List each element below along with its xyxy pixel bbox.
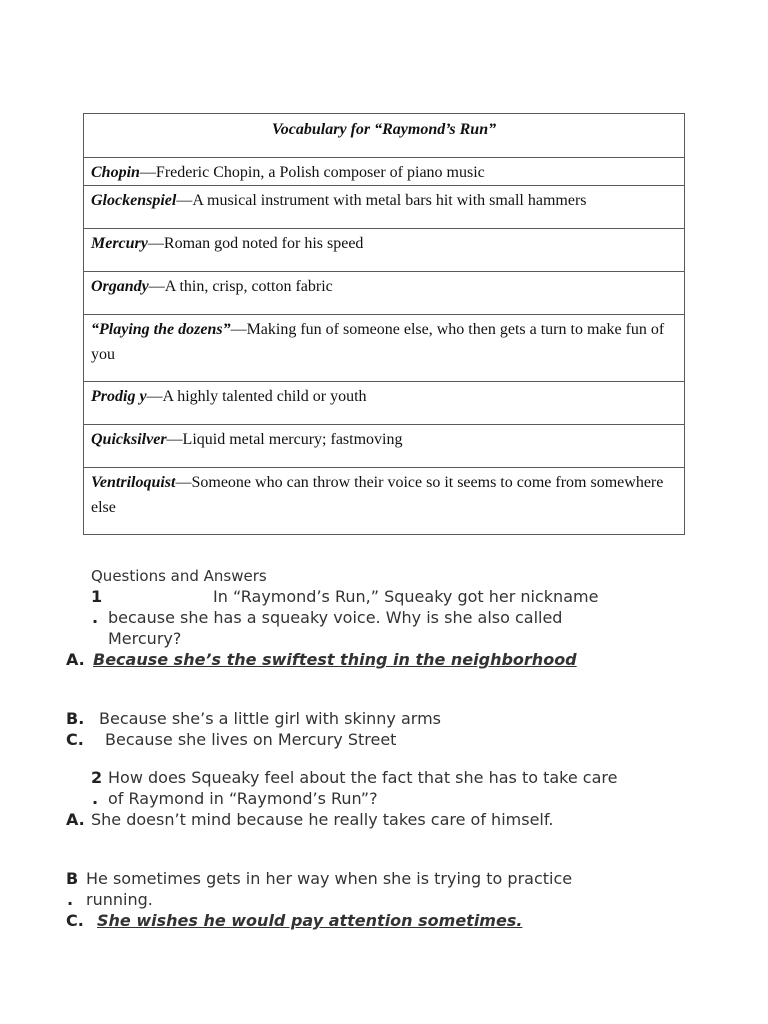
vocab-definition: —A musical instrument with metal bars hit with small hammers bbox=[176, 192, 587, 209]
question-number-dot: . bbox=[92, 608, 99, 627]
vocab-term: Chopin bbox=[91, 164, 140, 181]
vocab-entry bbox=[84, 468, 685, 535]
question-number: 2 bbox=[91, 768, 103, 787]
answer-option: running. bbox=[86, 890, 153, 909]
vocab-definition: —Frederic Chopin, a Polish composer of piano music bbox=[139, 164, 485, 181]
vocabulary-title: Vocabulary for “Raymond’s Run” bbox=[84, 114, 685, 158]
answer-option: Because she lives on Mercury Street bbox=[105, 730, 397, 749]
vocab-entry bbox=[84, 272, 685, 315]
answer-letter-dot: . bbox=[67, 890, 74, 909]
vocab-term: Mercury bbox=[91, 235, 148, 252]
question-text: Mercury? bbox=[108, 629, 182, 648]
answer-option: She doesn’t mind because he really takes care of himself. bbox=[91, 810, 554, 829]
vocab-term: Ventriloquist bbox=[91, 474, 176, 491]
vocab-entry bbox=[84, 382, 685, 425]
answer-letter: C. bbox=[66, 730, 84, 749]
answer-option: He sometimes gets in her way when she is trying to practice bbox=[86, 869, 573, 888]
vocab-entry bbox=[84, 425, 685, 468]
vocab-entry bbox=[84, 315, 685, 382]
question-number: 1 bbox=[91, 587, 103, 606]
vocab-entry bbox=[84, 229, 685, 272]
answer-letter: B. bbox=[66, 709, 85, 728]
answer-letter: A. bbox=[66, 810, 85, 829]
question-text: In “Raymond’s Run,” Squeaky got her nickname bbox=[213, 587, 599, 606]
answer-option-correct: She wishes he would pay attention sometimes. bbox=[97, 911, 523, 930]
vocab-definition: —Making fun of someone else, who then gets a turn to make fun of you bbox=[91, 321, 665, 363]
vocabulary-table bbox=[83, 113, 685, 535]
question-text: How does Squeaky feel about the fact that she has to take care bbox=[108, 768, 618, 787]
question-text: because she has a squeaky voice. Why is she also called bbox=[108, 608, 563, 627]
vocab-definition: —A highly talented child or youth bbox=[146, 388, 367, 405]
answer-letter: C. bbox=[66, 911, 84, 930]
vocab-term: Organdy bbox=[91, 278, 149, 295]
vocab-definition: —Liquid metal mercury; fastmoving bbox=[166, 431, 403, 448]
vocab-definition: —Someone who can throw their voice so it seems to come from somewhere else bbox=[91, 474, 664, 516]
question-text: of Raymond in “Raymond’s Run”? bbox=[108, 789, 378, 808]
vocab-term: Prodig y bbox=[91, 388, 147, 405]
vocab-definition: —A thin, crisp, cotton fabric bbox=[148, 278, 333, 295]
vocab-entry bbox=[84, 186, 685, 229]
questions-heading: Questions and Answers bbox=[91, 567, 267, 585]
answer-option: Because she’s a little girl with skinny arms bbox=[99, 709, 442, 728]
question-number-dot: . bbox=[92, 789, 99, 808]
vocab-term: Glockenspiel bbox=[91, 192, 177, 209]
answer-letter: A. bbox=[66, 650, 85, 669]
vocab-entry bbox=[84, 158, 685, 186]
vocab-term: “Playing the dozens” bbox=[91, 321, 231, 338]
vocab-definition: —Roman god noted for his speed bbox=[147, 235, 364, 252]
answer-option-correct: Because she’s the swiftest thing in the neighborhood bbox=[93, 650, 577, 669]
vocab-term: Quicksilver bbox=[91, 431, 167, 448]
answer-letter: B bbox=[66, 869, 79, 888]
